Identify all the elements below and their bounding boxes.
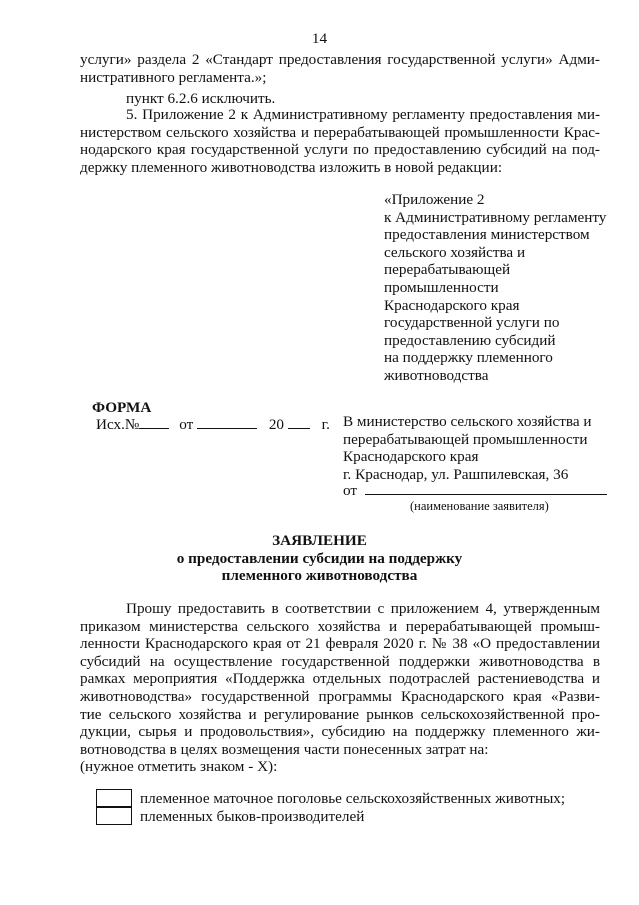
ref-year: 20: [268, 416, 284, 433]
appendix-line: на поддержку племенного: [384, 349, 553, 367]
ref-date-blank[interactable]: [197, 416, 257, 429]
request-line: приказом министерства сельского хозяйства и перерабатывающей промыш-: [80, 617, 600, 635]
option-label-breeding-bulls: племенных быков-производителей: [140, 808, 365, 825]
intro-paragraph: [80, 51, 600, 86]
item-5-line: держку племенного животноводства изложить в новой редакции:: [80, 158, 503, 176]
request-line: ленности Краснодарского края от 21 февраля 2020 г. № 38 «О предоставлении: [80, 635, 600, 653]
ref-year-suffix: г.: [321, 416, 330, 433]
request-paragraph: [80, 600, 600, 758]
statement-subtitle: о предоставлении субсидии на поддержку: [176, 550, 463, 567]
request-line: животноводства» государственной программы Краснодарского края «Разви-: [80, 687, 600, 705]
applicant-caption: (наименование заявителя): [410, 499, 549, 513]
appendix-block: [384, 191, 606, 385]
option-checkbox-breeding-stock[interactable]: [96, 789, 132, 807]
option-checkbox-breeding-bulls[interactable]: [96, 807, 132, 825]
appendix-line: предоставления министерством: [384, 226, 590, 244]
ref-number-blank[interactable]: [139, 416, 169, 429]
reference-line: [96, 416, 330, 434]
appendix-line: предоставлению субсидий: [384, 331, 556, 349]
item-5-line: нодарского края государственной услуги по предоставлению субсидий на под-: [80, 141, 600, 158]
addressee-line: г. Краснодар, ул. Рашпилевская, 36: [343, 465, 569, 483]
addressee-line: В министерство сельского хозяйства и: [343, 413, 592, 430]
mark-note: (нужное отметить знаком - Х):: [80, 758, 278, 775]
ref-from: от: [179, 416, 194, 433]
appendix-line: «Приложение 2: [384, 191, 485, 208]
request-line: тие сельского хозяйства и регулирование рынков сельскохозяйственной про-: [80, 705, 600, 723]
page-number: 14: [311, 30, 328, 47]
request-line: Прошу предоставить в соответствии с приложением 4, утвержденным: [126, 600, 600, 617]
request-line: дукции, сырья и продовольствия», субсидию на поддержку племенного жи-: [80, 723, 600, 741]
intro-line: услуги» раздела 2 «Стандарт предоставления государственной услуги» Адми-: [80, 51, 600, 68]
appendix-line: Краснодарского края: [384, 296, 520, 314]
applicant-name-blank[interactable]: [365, 482, 607, 495]
appendix-line: государственной услуги по: [384, 314, 560, 332]
applicant-line: [343, 482, 607, 500]
intro-line: нистративного регламента.»;: [80, 68, 267, 86]
statement-title: ЗАЯВЛЕНИЕ: [272, 532, 367, 549]
from-label: от: [343, 482, 358, 499]
item-5-line: нистерством сельского хозяйства и перерабатывающей промышленности Крас-: [80, 123, 600, 141]
item-5-line: 5. Приложение 2 к Административному регламенту предоставления ми-: [126, 106, 600, 123]
item-626: пункт 6.2.6 исключить.: [126, 90, 276, 107]
form-label: ФОРМА: [92, 399, 152, 416]
appendix-line: промышленности: [384, 278, 499, 296]
addressee-line: перерабатывающей промышленности: [343, 430, 588, 448]
appendix-line: перерабатывающей: [384, 261, 511, 279]
appendix-line: к Административному регламенту: [384, 208, 607, 226]
addressee-block: [343, 413, 592, 483]
option-label-breeding-stock: племенное маточное поголовье сельскохозяйственных животных;: [140, 790, 566, 807]
appendix-line: животноводства: [384, 366, 489, 384]
request-line: субсидий на осуществление государственной поддержки животноводства в: [80, 652, 600, 670]
addressee-line: Краснодарского края: [343, 448, 479, 465]
appendix-line: сельского хозяйства и: [384, 243, 526, 261]
request-line: рамках мероприятия «Поддержка отдельных подотраслей растениеводства и: [80, 670, 600, 688]
item-5-paragraph: [80, 106, 600, 176]
ref-year-blank[interactable]: [288, 416, 310, 429]
statement-subtitle: племенного животноводства: [221, 567, 418, 584]
request-line: вотноводства в целях возмещения части понесенных затрат на:: [80, 740, 489, 758]
ref-prefix: Исх.№: [96, 416, 140, 433]
